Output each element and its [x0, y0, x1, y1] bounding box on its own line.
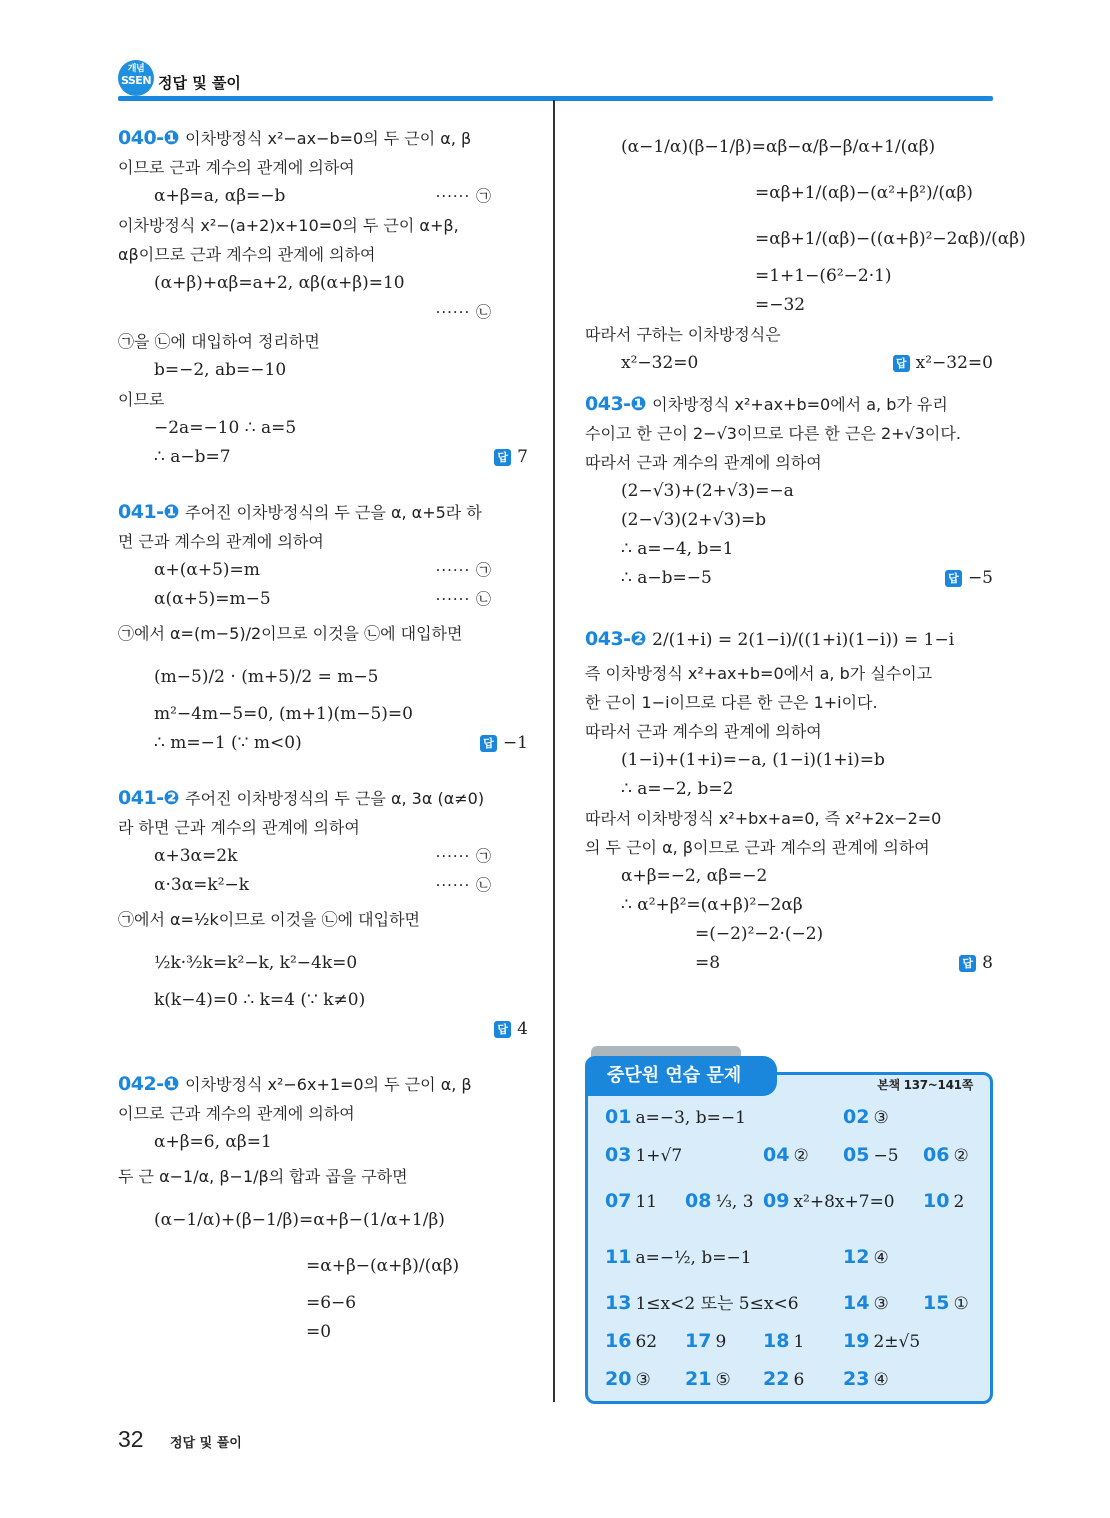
text-line: 따라서 구하는 이차방정식은 [585, 325, 781, 344]
text-line: αβ이므로 근과 계수의 관계에 의하여 [118, 245, 376, 264]
item-answer: 6 [793, 1370, 805, 1390]
item-num: 12 [843, 1246, 870, 1268]
item-answer: ⅓, 3 [715, 1192, 754, 1212]
item-answer: ② [953, 1146, 969, 1166]
equation: =αβ+1/(αβ)−((α+β)²−2αβ)/(αβ) [755, 229, 1026, 249]
item-num: 10 [923, 1190, 950, 1212]
equation: x²−32=0 [621, 353, 699, 373]
equation: α+(α+5)=m [154, 560, 260, 580]
item-answer: ① [953, 1294, 969, 1314]
equation: −2a=−10 ∴ a=5 [154, 418, 297, 438]
equation: ½k·³⁄₂k=k²−k, k²−4k=0 [154, 953, 358, 973]
text-line: 두 근 α−1/α, β−1/β의 합과 곱을 구하면 [118, 1167, 408, 1186]
left-column [118, 124, 528, 1347]
item-num: 22 [763, 1368, 790, 1390]
problem-id: 041-❷ [118, 787, 180, 809]
equation: 2/(1+i) = 2(1−i)/((1+i)(1−i)) = 1−i [652, 630, 955, 650]
text-line: 즉 이차방정식 x²+ax+b=0에서 a, b가 실수이고 [585, 664, 933, 683]
text-line: 이므로 근과 계수의 관계에 의하여 [118, 158, 355, 177]
equation: α+β=−2, αβ=−2 [621, 866, 768, 886]
answer-icon: 답 [959, 955, 976, 972]
equation: (α−1/α)(β−1/β)=αβ−α/β−β/α+1/(αβ) [621, 137, 936, 157]
practice-row [605, 1186, 985, 1216]
item-answer: −5 [873, 1146, 899, 1166]
item-answer: 2 [953, 1192, 965, 1212]
equation: b=−2, ab=−10 [154, 360, 287, 380]
equation: ∴ a=−2, b=2 [621, 779, 734, 799]
problem-id: 043-❶ [585, 393, 647, 415]
practice-title: 중단원 연습 문제 [585, 1056, 777, 1096]
text-line: 따라서 근과 계수의 관계에 의하여 [585, 453, 822, 472]
answer [945, 564, 993, 593]
right-column [585, 124, 1026, 978]
item-num: 04 [763, 1144, 790, 1166]
text-line: 이차방정식 x²−ax−b=0의 두 근이 α, β [185, 129, 472, 148]
item-answer: ② [793, 1146, 809, 1166]
answer-value: x²−32=0 [915, 353, 993, 373]
equation: α(α+5)=m−5 [154, 589, 271, 609]
logo-line1: 개념 [127, 64, 145, 74]
marker-1: ······ ㉠ [435, 187, 492, 205]
text-line: 따라서 이차방정식 x²+bx+a=0, 즉 x²+2x−2=0 [585, 809, 942, 828]
answer [480, 729, 528, 758]
practice-row [605, 1102, 985, 1132]
answer [494, 443, 528, 472]
problem-id: 040-❶ [118, 127, 180, 149]
solution-043-2 [585, 619, 993, 978]
item-answer: 62 [635, 1332, 658, 1352]
item-answer: ④ [873, 1248, 889, 1268]
equation: ∴ m=−1 (∵ m<0) [154, 733, 302, 753]
text-line: 이므로 근과 계수의 관계에 의하여 [118, 1104, 355, 1123]
marker-1: ······ ㉠ [435, 561, 492, 579]
answer-icon: 답 [945, 570, 962, 587]
equation: k(k−4)=0 ∴ k=4 (∵ k≠0) [154, 990, 366, 1010]
page-number: 32 [118, 1426, 144, 1452]
solution-040-1 [118, 124, 528, 472]
practice-row [605, 1242, 985, 1272]
answer [959, 949, 993, 978]
item-num: 09 [763, 1190, 790, 1212]
text-line: 한 근이 1−i이므로 다른 한 근은 1+i이다. [585, 693, 878, 712]
item-answer: 9 [715, 1332, 727, 1352]
item-num: 23 [843, 1368, 870, 1390]
solution-042-1 [118, 1070, 528, 1347]
equation: (α+β)+αβ=a+2, αβ(α+β)=10 [154, 273, 405, 293]
answer-value: 8 [982, 953, 993, 973]
item-answer: a=−½, b=−1 [635, 1248, 752, 1268]
item-answer: ④ [873, 1370, 889, 1390]
equation: (α−1/α)+(β−1/β)=α+β−(1/α+1/β) [154, 1210, 445, 1230]
equation: (2−√3)(2+√3)=b [621, 510, 767, 530]
page-reference: 본책 137~141쪽 [877, 1078, 973, 1092]
answer [893, 349, 993, 378]
text-line: 따라서 근과 계수의 관계에 의하여 [585, 722, 822, 741]
equation: (2−√3)+(2+√3)=−a [621, 481, 794, 501]
column-divider [553, 100, 555, 1402]
item-num: 02 [843, 1106, 870, 1128]
marker-1: ······ ㉠ [435, 847, 492, 865]
item-answer: ③ [873, 1294, 889, 1314]
equation: ∴ a−b=−5 [621, 568, 712, 588]
header-rule [118, 96, 993, 101]
item-num: 08 [685, 1190, 712, 1212]
item-num: 03 [605, 1144, 632, 1166]
answer-icon: 답 [480, 735, 497, 752]
text-line: 수이고 한 근이 2−√3이므로 다른 한 근은 2+√3이다. [585, 424, 961, 443]
solution-041-1 [118, 498, 528, 758]
equation: (1−i)+(1+i)=−a, (1−i)(1+i)=b [621, 750, 885, 770]
marker-2: ······ ㉡ [435, 303, 492, 321]
solution-042-1-continued [585, 124, 1026, 378]
text-line: 라 하면 근과 계수의 관계에 의하여 [118, 818, 360, 837]
answer-value: −1 [502, 733, 528, 753]
equation: =αβ+1/(αβ)−(α²+β²)/(αβ) [755, 183, 973, 203]
item-num: 07 [605, 1190, 632, 1212]
practice-row [605, 1364, 985, 1394]
equation: α+3α=2k [154, 846, 238, 866]
equation: =(−2)²−2·(−2) [695, 924, 824, 944]
text-line: 이차방정식 x²−6x+1=0의 두 근이 α, β [185, 1075, 472, 1094]
answer [494, 1015, 528, 1044]
answer-value: 7 [517, 447, 528, 467]
answer-icon: 답 [494, 449, 511, 466]
problem-id: 043-❷ [585, 628, 647, 650]
item-answer: 1 [793, 1332, 805, 1352]
equation: =1+1−(6²−2·1) [755, 266, 892, 286]
text-line: 의 두 근이 α, β이므로 근과 계수의 관계에 의하여 [585, 838, 930, 857]
item-answer: x²+8x+7=0 [793, 1192, 895, 1212]
solution-041-2 [118, 784, 528, 1044]
equation: ∴ a−b=7 [154, 447, 231, 467]
item-num: 20 [605, 1368, 632, 1390]
text-line: 면 근과 계수의 관계에 의하여 [118, 532, 324, 551]
answer-icon: 답 [893, 355, 910, 372]
item-answer: ⑤ [715, 1370, 731, 1390]
item-answer: a=−3, b=−1 [635, 1108, 746, 1128]
equation: =6−6 [306, 1293, 357, 1313]
equation: α+β=6, αβ=1 [154, 1132, 272, 1152]
item-answer: 2±√5 [873, 1332, 921, 1352]
item-answer: 11 [635, 1192, 658, 1212]
practice-row [605, 1326, 985, 1356]
answer-value: −5 [967, 568, 993, 588]
item-num: 13 [605, 1292, 632, 1314]
item-num: 19 [843, 1330, 870, 1352]
text-line: 이차방정식 x²+ax+b=0에서 a, b가 유리 [652, 395, 948, 414]
problem-id: 042-❶ [118, 1073, 180, 1095]
equation: =8 [695, 953, 721, 973]
problem-id: 041-❶ [118, 501, 180, 523]
item-answer: ③ [635, 1370, 651, 1390]
text-line: 주어진 이차방정식의 두 근을 α, 3α (α≠0) [185, 789, 485, 808]
header-title: 정답 및 풀이 [158, 74, 241, 92]
equation: =α+β−(α+β)/(αβ) [306, 1256, 460, 1276]
item-answer: 1≤x<2 또는 5≤x<6 [635, 1294, 799, 1314]
item-num: 06 [923, 1144, 950, 1166]
equation: α·3α=k²−k [154, 875, 250, 895]
answer-value: 4 [517, 1019, 528, 1039]
equation: m²−4m−5=0, (m+1)(m−5)=0 [154, 704, 413, 724]
text-line: 이므로 [118, 390, 165, 409]
equation: ∴ α²+β²=(α+β)²−2αβ [621, 895, 803, 915]
text-line: ㉠을 ㉡에 대입하여 정리하면 [118, 332, 320, 351]
equation: =−32 [755, 295, 806, 315]
text-line: 주어진 이차방정식의 두 근을 α, α+5라 하 [185, 503, 482, 522]
item-answer: 1+√7 [635, 1146, 683, 1166]
item-num: 18 [763, 1330, 790, 1352]
text-line: ㉠에서 α=(m−5)/2이므로 이것을 ㉡에 대입하면 [118, 624, 463, 643]
equation: α+β=a, αβ=−b [154, 186, 286, 206]
item-num: 17 [685, 1330, 712, 1352]
marker-2: ······ ㉡ [435, 590, 492, 608]
practice-answers-box [585, 1046, 993, 1404]
text-line: 이차방정식 x²−(a+2)x+10=0의 두 근이 α+β, [118, 216, 459, 235]
text-line: ㉠에서 α=½k이므로 이것을 ㉡에 대입하면 [118, 910, 420, 929]
item-num: 14 [843, 1292, 870, 1314]
item-num: 15 [923, 1292, 950, 1314]
marker-2: ······ ㉡ [435, 876, 492, 894]
practice-row [605, 1288, 985, 1318]
footer-title: 정답 및 풀이 [170, 1436, 242, 1451]
equation: =0 [306, 1322, 332, 1342]
solution-043-1 [585, 390, 993, 593]
item-num: 05 [843, 1144, 870, 1166]
item-num: 01 [605, 1106, 632, 1128]
item-answer: ③ [873, 1108, 889, 1128]
logo-line2: SSEN [120, 74, 152, 87]
page-header [118, 60, 993, 104]
item-num: 11 [605, 1246, 632, 1268]
item-num: 16 [605, 1330, 632, 1352]
practice-row [605, 1140, 985, 1170]
brand-logo [118, 60, 154, 96]
equation: (m−5)/2 · (m+5)/2 = m−5 [154, 667, 379, 687]
answer-icon: 답 [494, 1021, 511, 1038]
equation: ∴ a=−4, b=1 [621, 539, 734, 559]
item-num: 21 [685, 1368, 712, 1390]
